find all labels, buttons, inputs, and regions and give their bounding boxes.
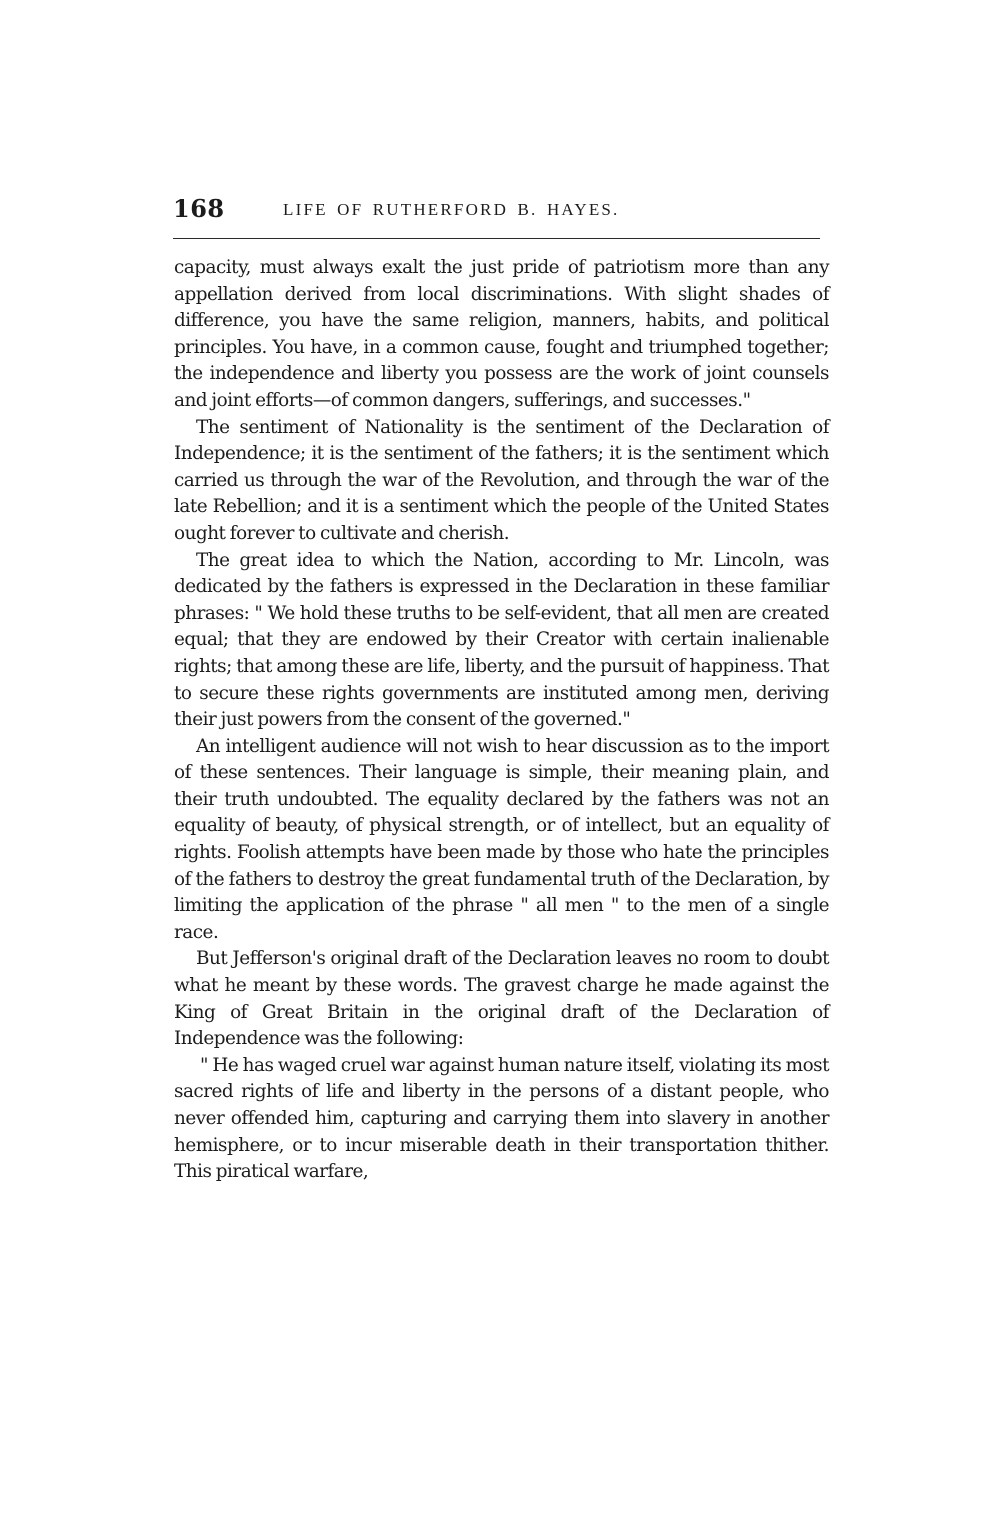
header-rule (173, 238, 820, 239)
paragraph-jefferson-draft: But Jefferson's original draft of the Declaration leaves no room to doubt what he meant by these words. The gravest charge he made against the King of Great Britain in the original draft of the Declaration of Independence was the following: (174, 948, 829, 1050)
paragraph-continued: capacity, must always exalt the just pride of patriotism more than any appellation derived from local discriminations. With slight shades of difference, you have the same religion, manners, habits, and political principles. You have, in a common cause, fought and triumphed together; the independence and liberty you possess are the work of joint counsels and joint efforts—of common dangers, sufferings, and successes." (174, 257, 829, 411)
page-body (174, 255, 829, 1186)
paragraph-great-idea: The great idea to which the Nation, according to Mr. Lincoln, was dedicated by the fathers is expressed in the Declaration in these familiar phrases: " We hold these truths to be self-evident, that all men are created equal; that they are endowed by their Creator with certain inalienable rights; that among these are life, liberty, and the pursuit of happiness. That to secure these rights governments are instituted among men, deriving their just powers from the consent of the governed." (174, 549, 829, 731)
running-title: LIFE OF RUTHERFORD B. HAYES. (283, 200, 620, 219)
page-number: 168 (173, 194, 225, 223)
page-header (173, 190, 820, 230)
paragraph-audience: An intelligent audience will not wish to hear discussion as to the import of these sentences. Their language is simple, their meaning plain, and their truth undoubted. The equality declared by the fathers was not an equality of beauty, of physical strength, or of intellect, but an equality of rights. Foolish attempts have been made by those who hate the principles of the fathers to destroy the great fundamental truth of the Declaration, by limiting the application of the phrase " all men " to the men of a single race. (174, 735, 829, 943)
paragraph-quotation: " He has waged cruel war against human nature itself, violating its most sacred rights of life and liberty in the persons of a distant people, who never offended him, capturing and carrying them into slavery in another hemisphere, or to incur miserable death in their transportation thither. This piratical warfare, (174, 1054, 829, 1183)
paragraph-nationality: The sentiment of Nationality is the sentiment of the Declaration of Independence; it is the sentiment of the fathers; it is the sentiment which carried us through the war of the Revolution, and through the war of the late Rebellion; and it is a sentiment which the people of the United States ought forever to cultivate and cherish. (174, 416, 829, 544)
